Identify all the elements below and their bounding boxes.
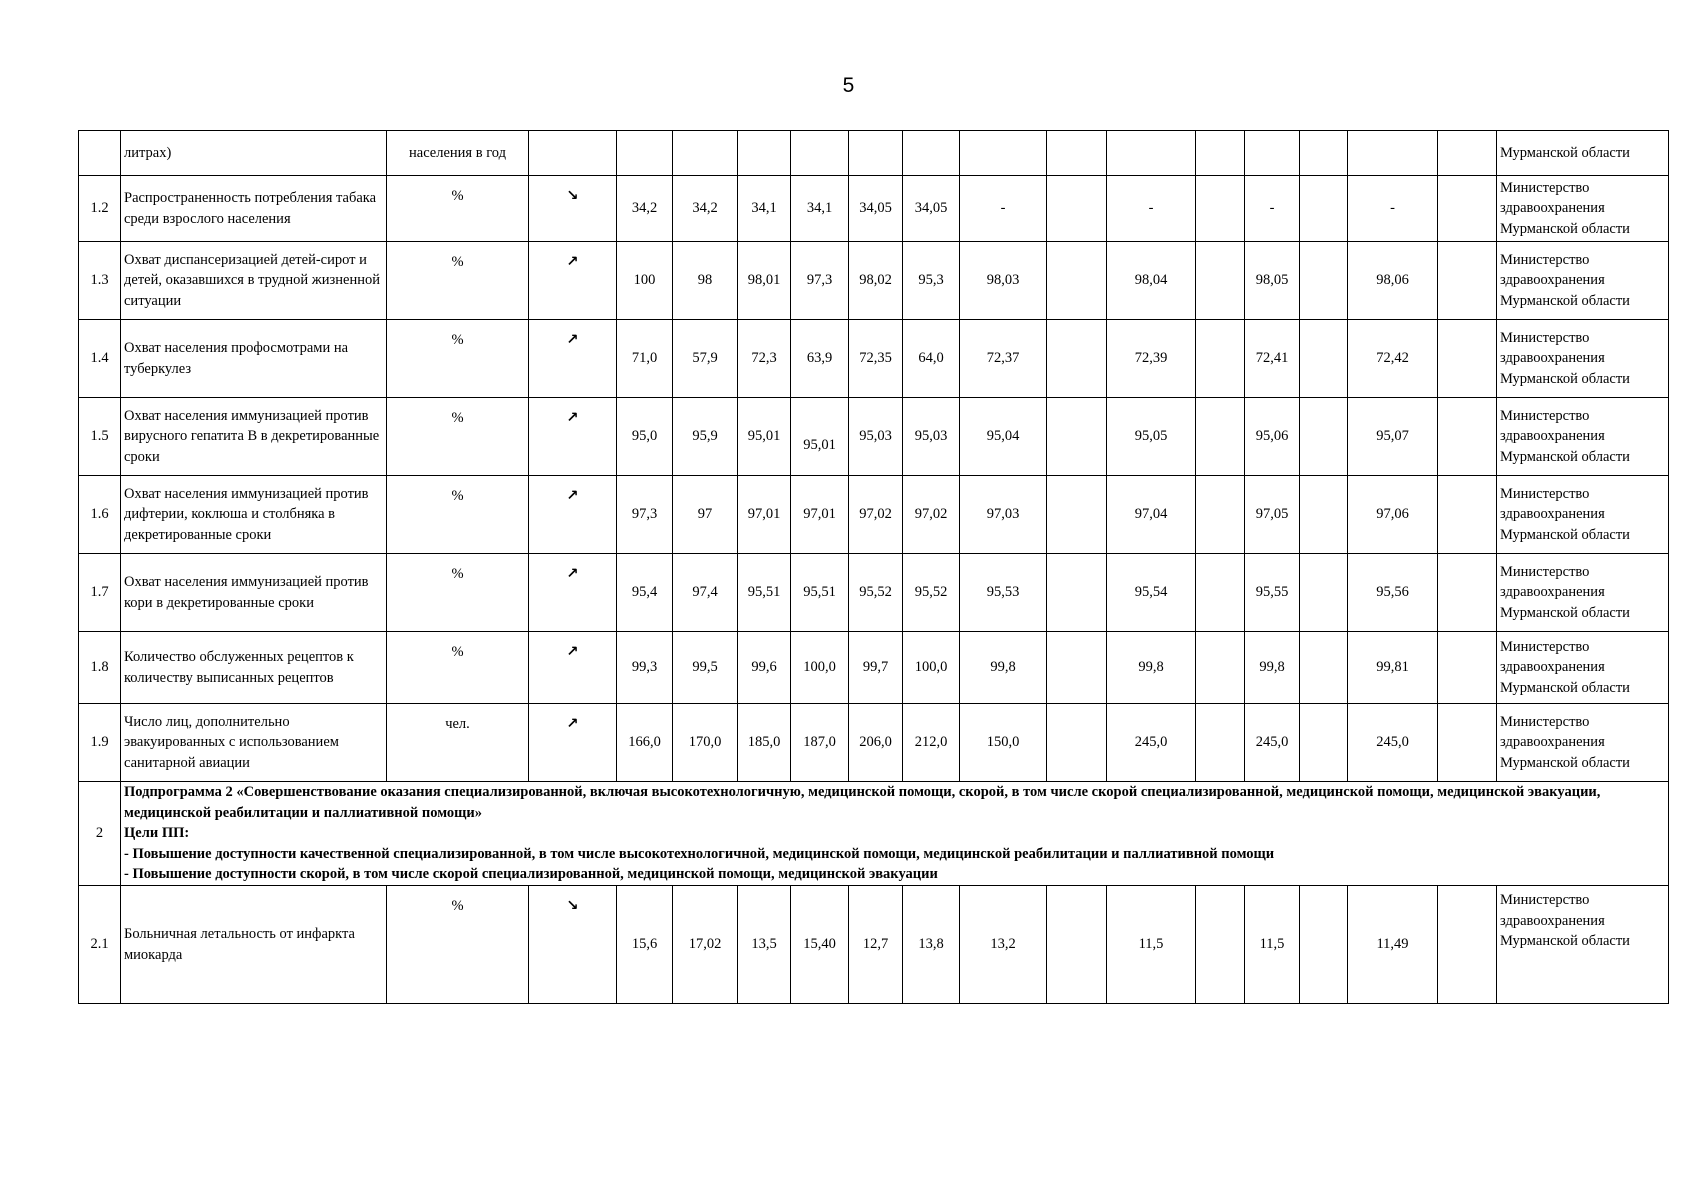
value-cell bbox=[1438, 242, 1497, 320]
value-cell bbox=[1300, 554, 1348, 632]
value-cell: 187,0 bbox=[791, 704, 849, 782]
trend-arrow-icon: ↘ bbox=[529, 886, 617, 1004]
table-row bbox=[79, 554, 1669, 632]
table-row bbox=[79, 398, 1669, 476]
value-cell: 12,7 bbox=[849, 886, 903, 1004]
value-cell: 99,7 bbox=[849, 632, 903, 704]
indicators-table bbox=[78, 130, 1669, 1004]
value-cell bbox=[1438, 886, 1497, 1004]
value-cell bbox=[1047, 632, 1107, 704]
value-cell bbox=[1196, 886, 1245, 1004]
value-cell bbox=[1196, 242, 1245, 320]
value-cell bbox=[1196, 554, 1245, 632]
value-cell: 97,02 bbox=[903, 476, 960, 554]
value-cell: 95,07 bbox=[1348, 398, 1438, 476]
value-cell: 95,04 bbox=[960, 398, 1047, 476]
trend-arrow-icon: ↗ bbox=[529, 320, 617, 398]
value-cell bbox=[1300, 476, 1348, 554]
table-row bbox=[79, 704, 1669, 782]
value-cell: 100 bbox=[617, 242, 673, 320]
value-cell: 150,0 bbox=[960, 704, 1047, 782]
value-cell bbox=[1300, 320, 1348, 398]
value-cell: 99,8 bbox=[1107, 632, 1196, 704]
value-cell: 34,1 bbox=[738, 176, 791, 242]
value-cell: 95,53 bbox=[960, 554, 1047, 632]
value-cell: 72,3 bbox=[738, 320, 791, 398]
value-cell bbox=[1196, 632, 1245, 704]
responsible: Министерство здравоохранения Мурманской области bbox=[1497, 704, 1669, 782]
trend-arrow-icon: ↗ bbox=[529, 242, 617, 320]
value-cell bbox=[1047, 886, 1107, 1004]
value-cell: 185,0 bbox=[738, 704, 791, 782]
value-cell: 97,3 bbox=[617, 476, 673, 554]
value-cell: 99,3 bbox=[617, 632, 673, 704]
value-cell: 97,01 bbox=[791, 476, 849, 554]
value-cell bbox=[1196, 320, 1245, 398]
indicator-name: Охват населения иммунизацией против дифтерии, коклюша и столбняка в декретированные сроки bbox=[121, 476, 387, 554]
value-cell: 57,9 bbox=[673, 320, 738, 398]
value-cell: 99,5 bbox=[673, 632, 738, 704]
value-cell: 97,04 bbox=[1107, 476, 1196, 554]
value-cell bbox=[1047, 398, 1107, 476]
value-cell: 11,5 bbox=[1245, 886, 1300, 1004]
value-cell: 15,6 bbox=[617, 886, 673, 1004]
value-cell bbox=[1300, 242, 1348, 320]
value-cell: 245,0 bbox=[1348, 704, 1438, 782]
value-cell: - bbox=[1348, 176, 1438, 242]
indicator-name: Охват диспансеризацией детей-сирот и детей, оказавшихся в трудной жизненной ситуации bbox=[121, 242, 387, 320]
subprogram-goal-1: - Повышение доступности качественной специализированной, в том числе высокотехнологичной, медицинской помощи, медицинской реабилитации и паллиативной помощи bbox=[124, 845, 1275, 862]
responsible: Министерство здравоохранения Мурманской области bbox=[1497, 320, 1669, 398]
value-cell: 95,06 bbox=[1245, 398, 1300, 476]
value-cell bbox=[1300, 176, 1348, 242]
value-cell: 97,02 bbox=[849, 476, 903, 554]
trend-arrow-icon: ↗ bbox=[529, 704, 617, 782]
value-cell: 95,51 bbox=[738, 554, 791, 632]
value-cell: 95,51 bbox=[791, 554, 849, 632]
value-cell: 17,02 bbox=[673, 886, 738, 1004]
value-cell: 99,81 bbox=[1348, 632, 1438, 704]
table-row bbox=[79, 476, 1669, 554]
value-cell: 95,05 bbox=[1107, 398, 1196, 476]
row-number: 1.6 bbox=[79, 476, 121, 554]
value-cell: 98,01 bbox=[738, 242, 791, 320]
value-cell bbox=[1047, 320, 1107, 398]
value-cell: - bbox=[960, 176, 1047, 242]
value-cell bbox=[1047, 476, 1107, 554]
value-cell bbox=[1438, 176, 1497, 242]
value-cell: 72,39 bbox=[1107, 320, 1196, 398]
value-cell: 97,05 bbox=[1245, 476, 1300, 554]
value-cell: 97,3 bbox=[791, 242, 849, 320]
value-cell: 15,40 bbox=[791, 886, 849, 1004]
value-cell: 71,0 bbox=[617, 320, 673, 398]
value-cell: 95,9 bbox=[673, 398, 738, 476]
value-cell: 98 bbox=[673, 242, 738, 320]
value-cell: 100,0 bbox=[903, 632, 960, 704]
value-cell: 34,05 bbox=[903, 176, 960, 242]
table-row bbox=[79, 886, 1669, 1004]
value-cell: 99,6 bbox=[738, 632, 791, 704]
row-number: 1.7 bbox=[79, 554, 121, 632]
row-number: 1.8 bbox=[79, 632, 121, 704]
value-cell: 97,4 bbox=[673, 554, 738, 632]
value-cell bbox=[1438, 554, 1497, 632]
value-cell: 34,2 bbox=[617, 176, 673, 242]
value-cell: 95,52 bbox=[903, 554, 960, 632]
value-cell: 170,0 bbox=[673, 704, 738, 782]
subprogram-title: Подпрограмма 2 «Совершенствование оказания специализированной, включая высокотехнологичную, медицинской помощи, скорой, в том числе скорой специализированной, медицинской помощи, медицинской эвакуации, медицинской реабилитации и паллиативной помощи» bbox=[124, 784, 1601, 821]
value-cell bbox=[1438, 398, 1497, 476]
value-cell bbox=[1196, 476, 1245, 554]
row-number: 1.2 bbox=[79, 176, 121, 242]
value-cell: 98,04 bbox=[1107, 242, 1196, 320]
value-cell: 13,5 bbox=[738, 886, 791, 1004]
responsible: Министерство здравоохранения Мурманской области bbox=[1497, 176, 1669, 242]
value-cell bbox=[1300, 632, 1348, 704]
value-cell bbox=[1438, 320, 1497, 398]
row-number: 1.9 bbox=[79, 704, 121, 782]
value-cell: - bbox=[1245, 176, 1300, 242]
value-cell: 97,01 bbox=[738, 476, 791, 554]
row-number: 2 bbox=[79, 782, 121, 886]
value-cell: 212,0 bbox=[903, 704, 960, 782]
value-cell bbox=[1438, 476, 1497, 554]
value-cell: 95,01 bbox=[738, 398, 791, 476]
unit: населения в год bbox=[387, 131, 529, 176]
value-cell: 72,35 bbox=[849, 320, 903, 398]
value-cell bbox=[1196, 704, 1245, 782]
indicator-name: Количество обслуженных рецептов к количеству выписанных рецептов bbox=[121, 632, 387, 704]
value-cell: 13,8 bbox=[903, 886, 960, 1004]
responsible: Министерство здравоохранения Мурманской области bbox=[1497, 242, 1669, 320]
value-cell bbox=[1196, 398, 1245, 476]
trend-arrow-icon: ↘ bbox=[529, 176, 617, 242]
responsible: Мурманской области bbox=[1497, 131, 1669, 176]
value-cell: 13,2 bbox=[960, 886, 1047, 1004]
value-cell: 97 bbox=[673, 476, 738, 554]
value-cell: 100,0 bbox=[791, 632, 849, 704]
trend-arrow-icon: ↗ bbox=[529, 632, 617, 704]
table-row bbox=[79, 176, 1669, 242]
unit: чел. bbox=[387, 704, 529, 782]
indicator-name: Охват населения иммунизацией против кори в декретированные сроки bbox=[121, 554, 387, 632]
subprogram-description bbox=[121, 782, 1669, 886]
value-cell: 95,55 bbox=[1245, 554, 1300, 632]
table-row bbox=[79, 131, 1669, 176]
indicator-name: Число лиц, дополнительно эвакуированных с использованием санитарной авиации bbox=[121, 704, 387, 782]
value-cell: 245,0 bbox=[1245, 704, 1300, 782]
value-cell: 98,05 bbox=[1245, 242, 1300, 320]
table-row bbox=[79, 242, 1669, 320]
value-cell: 95,56 bbox=[1348, 554, 1438, 632]
value-cell: 99,8 bbox=[1245, 632, 1300, 704]
value-cell: 97,06 bbox=[1348, 476, 1438, 554]
value-cell: 95,54 bbox=[1107, 554, 1196, 632]
page-number: 5 bbox=[842, 74, 855, 97]
unit: % bbox=[387, 554, 529, 632]
value-cell bbox=[1196, 176, 1245, 242]
value-cell: 11,5 bbox=[1107, 886, 1196, 1004]
value-cell: 245,0 bbox=[1107, 704, 1196, 782]
value-cell: 98,03 bbox=[960, 242, 1047, 320]
unit: % bbox=[387, 320, 529, 398]
row-number: 2.1 bbox=[79, 886, 121, 1004]
value-cell: 95,0 bbox=[617, 398, 673, 476]
indicator-name: Охват населения иммунизацией против вирусного гепатита В в декретированные сроки bbox=[121, 398, 387, 476]
value-cell bbox=[1438, 704, 1497, 782]
value-cell: 95,03 bbox=[849, 398, 903, 476]
indicator-name: Распространенность потребления табака среди взрослого населения bbox=[121, 176, 387, 242]
unit: % bbox=[387, 242, 529, 320]
unit: % bbox=[387, 476, 529, 554]
value-cell: 97,03 bbox=[960, 476, 1047, 554]
unit: % bbox=[387, 398, 529, 476]
trend-arrow-icon: ↗ bbox=[529, 554, 617, 632]
value-cell: 95,52 bbox=[849, 554, 903, 632]
value-cell: 98,06 bbox=[1348, 242, 1438, 320]
value-cell bbox=[1300, 398, 1348, 476]
value-cell: 63,9 bbox=[791, 320, 849, 398]
indicator-name: литрах) bbox=[121, 131, 387, 176]
table-row bbox=[79, 632, 1669, 704]
indicator-name: Охват населения профосмотрами на туберкулез bbox=[121, 320, 387, 398]
table-row bbox=[79, 320, 1669, 398]
value-cell: 98,02 bbox=[849, 242, 903, 320]
subprogram-goals-label: Цели ПП: bbox=[124, 825, 190, 842]
row-number bbox=[79, 131, 121, 176]
value-cell bbox=[1047, 176, 1107, 242]
value-cell: 11,49 bbox=[1348, 886, 1438, 1004]
subprogram-row bbox=[79, 782, 1669, 886]
row-number: 1.5 bbox=[79, 398, 121, 476]
row-number: 1.4 bbox=[79, 320, 121, 398]
trend-arrow-icon: ↗ bbox=[529, 398, 617, 476]
value-cell bbox=[1300, 704, 1348, 782]
value-cell: 34,1 bbox=[791, 176, 849, 242]
responsible: Министерство здравоохранения Мурманской области bbox=[1497, 886, 1669, 1004]
responsible: Министерство здравоохранения Мурманской области bbox=[1497, 476, 1669, 554]
value-cell: 34,05 bbox=[849, 176, 903, 242]
value-cell: 64,0 bbox=[903, 320, 960, 398]
value-cell: 95,4 bbox=[617, 554, 673, 632]
subprogram-goal-2: - Повышение доступности скорой, в том числе скорой специализированной, медицинской помощи, медицинской эвакуации bbox=[124, 866, 938, 883]
value-cell: 95,3 bbox=[903, 242, 960, 320]
value-cell: 99,8 bbox=[960, 632, 1047, 704]
responsible: Министерство здравоохранения Мурманской области bbox=[1497, 632, 1669, 704]
value-cell: 95,03 bbox=[903, 398, 960, 476]
row-number: 1.3 bbox=[79, 242, 121, 320]
value-cell: 166,0 bbox=[617, 704, 673, 782]
responsible: Министерство здравоохранения Мурманской области bbox=[1497, 554, 1669, 632]
value-cell bbox=[1047, 704, 1107, 782]
value-cell: 72,37 bbox=[960, 320, 1047, 398]
unit: % bbox=[387, 176, 529, 242]
value-cell bbox=[1300, 886, 1348, 1004]
value-cell: 72,41 bbox=[1245, 320, 1300, 398]
value-cell: 34,2 bbox=[673, 176, 738, 242]
value-cell: - bbox=[1107, 176, 1196, 242]
unit: % bbox=[387, 632, 529, 704]
value-cell: 206,0 bbox=[849, 704, 903, 782]
value-cell bbox=[1438, 632, 1497, 704]
value-cell: 95,01 bbox=[791, 407, 849, 485]
value-cell bbox=[1047, 554, 1107, 632]
unit: % bbox=[387, 886, 529, 1004]
value-cell bbox=[1047, 242, 1107, 320]
indicator-name: Больничная летальность от инфаркта миокарда bbox=[121, 886, 387, 1004]
trend-arrow-icon: ↗ bbox=[529, 476, 617, 554]
value-cell: 72,42 bbox=[1348, 320, 1438, 398]
responsible: Министерство здравоохранения Мурманской области bbox=[1497, 398, 1669, 476]
